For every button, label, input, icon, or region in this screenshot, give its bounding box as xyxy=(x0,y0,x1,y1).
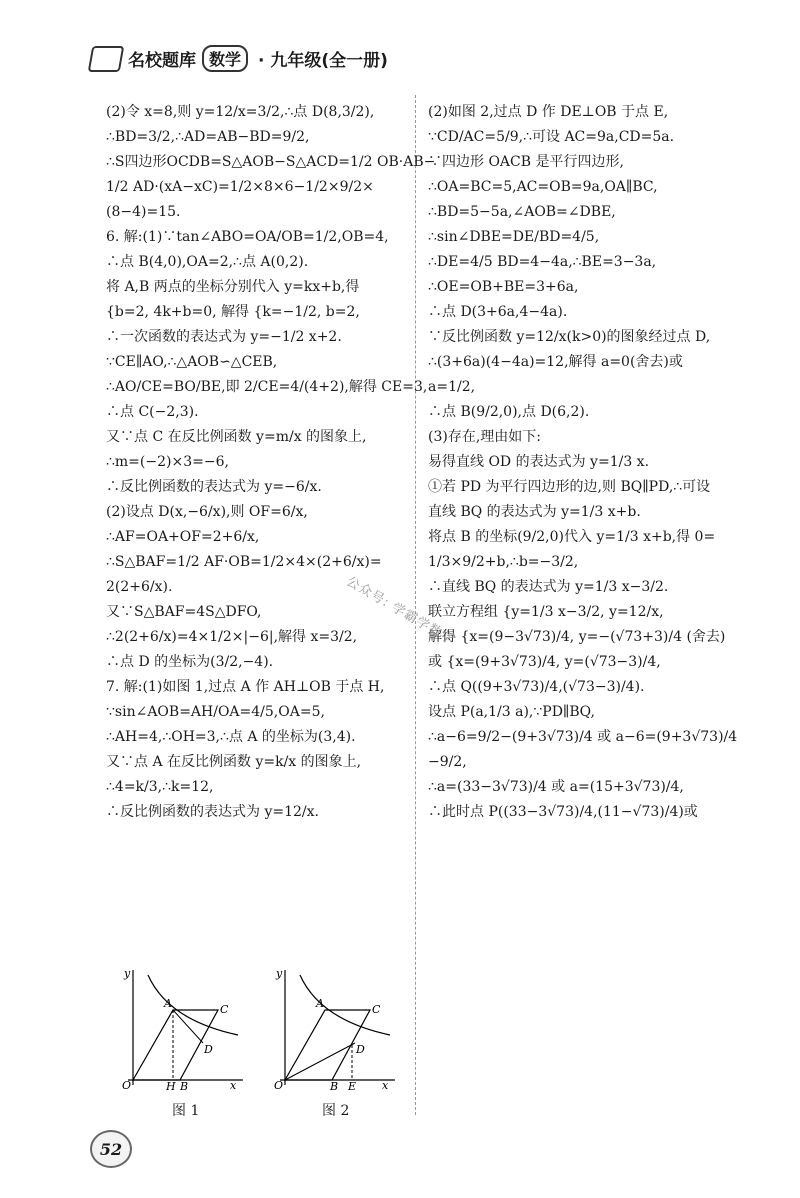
solution-line: ∴(3+6a)(4−4a)=12,解得 a=0(舍去)或 xyxy=(428,354,683,370)
solution-line: ∴点 Q((9+3√73)/4,(√73−3)/4). xyxy=(428,679,645,695)
solution-line: ∴DE=4/5 BD=4−4a,∴BE=3−3a, xyxy=(428,254,657,270)
solution-line: 解得 {x=(9−3√73)/4, y=−(√73+3)/4 (舍去) xyxy=(428,629,726,645)
solution-line: 联立方程组 {y=1/3 x−3/2, y=12/x, xyxy=(428,604,664,620)
brand-name: 名校题库 xyxy=(128,51,196,71)
solution-line: ∴OA=BC=5,AC=OB=9a,OA∥BC, xyxy=(428,179,658,195)
solution-line: ∴4=k/3,∴k=12, xyxy=(106,779,214,795)
left-column xyxy=(106,100,436,825)
solution-line: ∴此时点 P((33−3√73)/4,(11−√73)/4)或 xyxy=(428,804,698,820)
solution-line: ∴BD=5−5a,∠AOB=∠DBE, xyxy=(428,204,616,220)
fig1-label-o: O xyxy=(122,1079,132,1090)
fig1-label-c: C xyxy=(220,1003,229,1016)
page-number: 52 xyxy=(90,1130,132,1168)
grade-label: · 九年级(全一册) xyxy=(258,51,388,71)
solution-line: ∵sin∠AOB=AH/OA=4/5,OA=5, xyxy=(106,704,325,720)
figure-1 xyxy=(118,965,248,1090)
solution-line: ∴AO/CE=BO/BE,即 2/CE=4/(4+2),解得 CE=3, xyxy=(106,379,428,395)
solution-line: ∴a−6=9/2−(9+3√73)/4 或 a−6=(9+3√73)/4 xyxy=(428,729,738,745)
solution-line: 将 A,B 两点的坐标分别代入 y=kx+b,得 xyxy=(106,279,360,295)
fig1-label-b: B xyxy=(180,1080,189,1090)
solution-line: ∴S四边形OCDB=S△AOB−S△ACD=1/2 OB·AB− xyxy=(106,154,436,170)
subject-badge: 数学 xyxy=(202,45,248,72)
fig2-label-b: B xyxy=(330,1080,339,1090)
solution-line: 又∵点 A 在反比例函数 y=k/x 的图象上, xyxy=(106,754,362,770)
solution-line: 7. 解:(1)如图 1,过点 A 作 AH⊥OB 于点 H, xyxy=(106,679,385,695)
solution-line: ∴点 B(4,0),OA=2,∴点 A(0,2). xyxy=(106,254,309,270)
fig2-label-d: D xyxy=(356,1043,365,1056)
solution-line: ∵CD/AC=5/9,∴可设 AC=9a,CD=5a. xyxy=(428,129,675,145)
figure-2 xyxy=(270,965,400,1090)
fig2-label-a: A xyxy=(316,997,324,1010)
solution-line: ∴点 C(−2,3). xyxy=(106,404,199,420)
solution-line: ∴2(2+6/x)=4×1/2×|−6|,解得 x=3/2, xyxy=(106,629,358,645)
fig1-label-x: x xyxy=(230,1079,237,1090)
solution-line: ∴一次函数的表达式为 y=−1/2 x+2. xyxy=(106,329,342,345)
solution-line: (2)如图 2,过点 D 作 DE⊥OB 于点 E, xyxy=(428,104,669,120)
solution-line: 2(2+6/x). xyxy=(106,579,173,595)
solution-line: 直线 BQ 的表达式为 y=1/3 x+b. xyxy=(428,504,641,520)
solution-line: 设点 P(a,1/3 a),∵PD∥BQ, xyxy=(428,704,595,720)
right-column xyxy=(428,100,748,825)
fig1-label-y: y xyxy=(124,967,131,980)
solution-line: ∴BD=3/2,∴AD=AB−BD=9/2, xyxy=(106,129,310,145)
solution-line: ∴点 D 的坐标为(3/2,−4). xyxy=(106,654,274,670)
fig1-label-d: D xyxy=(204,1043,213,1056)
solution-line: 1/3×9/2+b,∴b=−3/2, xyxy=(428,554,579,570)
solution-line: ∴点 B(9/2,0),点 D(6,2). xyxy=(428,404,590,420)
solution-line: 又∵点 C 在反比例函数 y=m/x 的图象上, xyxy=(106,429,367,445)
fig1-label-a: A xyxy=(164,997,172,1010)
solution-line: ∴m=(−2)×3=−6, xyxy=(106,454,229,470)
fig2-label-c: C xyxy=(372,1003,381,1016)
solution-line: ∴点 D(3+6a,4−4a). xyxy=(428,304,568,320)
solution-line: ∴反比例函数的表达式为 y=−6/x. xyxy=(106,479,322,495)
solution-line: ∴sin∠DBE=DE/BD=4/5, xyxy=(428,229,600,245)
solution-line: (8−4)=15. xyxy=(106,204,181,220)
solution-line: ∴反比例函数的表达式为 y=12/x. xyxy=(106,804,319,820)
book-logo-icon xyxy=(88,46,125,72)
solution-line: (2)设点 D(x,−6/x),则 OF=6/x, xyxy=(106,504,308,520)
solution-line: {b=2, 4k+b=0, 解得 {k=−1/2, b=2, xyxy=(106,304,360,320)
watermark: 公众号: 学霸学数学 xyxy=(343,574,458,649)
solution-line: (3)存在,理由如下: xyxy=(428,429,541,445)
solution-line: ∴a=(33−3√73)/4 或 a=(15+3√73)/4, xyxy=(428,779,684,795)
column-divider xyxy=(415,95,416,1115)
solution-line: ∵CE∥AO,∴△AOB∽△CEB, xyxy=(106,354,278,370)
solution-line: ∴S△BAF=1/2 AF·OB=1/2×4×(2+6/x)= xyxy=(106,554,382,570)
fig2-label-o: O xyxy=(274,1079,284,1090)
solution-line: −9/2, xyxy=(428,754,467,770)
solution-line: 或 {x=(9+3√73)/4, y=(√73−3)/4, xyxy=(428,654,661,670)
solution-line: 将点 B 的坐标(9/2,0)代入 y=1/3 x+b,得 0= xyxy=(428,529,716,545)
solution-line: 1/2 AD·(xA−xC)=1/2×8×6−1/2×9/2× xyxy=(106,179,374,195)
solution-line: a=1/2, xyxy=(428,379,476,395)
fig2-label-x: x xyxy=(382,1079,389,1090)
solution-line: 6. 解:(1)∵tan∠ABO=OA/OB=1/2,OB=4, xyxy=(106,229,389,245)
solution-line: ∴直线 BQ 的表达式为 y=1/3 x−3/2. xyxy=(428,579,669,595)
solution-line: ①若 PD 为平行四边形的边,则 BQ∥PD,∴可设 xyxy=(428,479,711,495)
figure-1-caption: 图 1 xyxy=(172,1103,200,1119)
fig2-label-e: E xyxy=(348,1080,357,1090)
solution-line: (2)令 x=8,则 y=12/x=3/2,∴点 D(8,3/2), xyxy=(106,104,375,120)
fig1-label-h: H xyxy=(166,1080,176,1090)
fig2-label-y: y xyxy=(276,967,283,980)
solution-line: ∴AH=4,∴OH=3,∴点 A 的坐标为(3,4). xyxy=(106,729,356,745)
solution-line: ∵四边形 OACB 是平行四边形, xyxy=(428,154,624,170)
figure-2-caption: 图 2 xyxy=(322,1103,350,1119)
segment-ad xyxy=(173,1010,203,1043)
page-header xyxy=(90,45,388,72)
solution-line: 又∵S△BAF=4S△DFO, xyxy=(106,604,262,620)
solution-line: ∴AF=OA+OF=2+6/x, xyxy=(106,529,260,545)
solution-line: ∵反比例函数 y=12/x(k>0)的图象经过点 D, xyxy=(428,329,711,345)
solution-line: 易得直线 OD 的表达式为 y=1/3 x. xyxy=(428,454,650,470)
solution-line: ∴OE=OB+BE=3+6a, xyxy=(428,279,579,295)
